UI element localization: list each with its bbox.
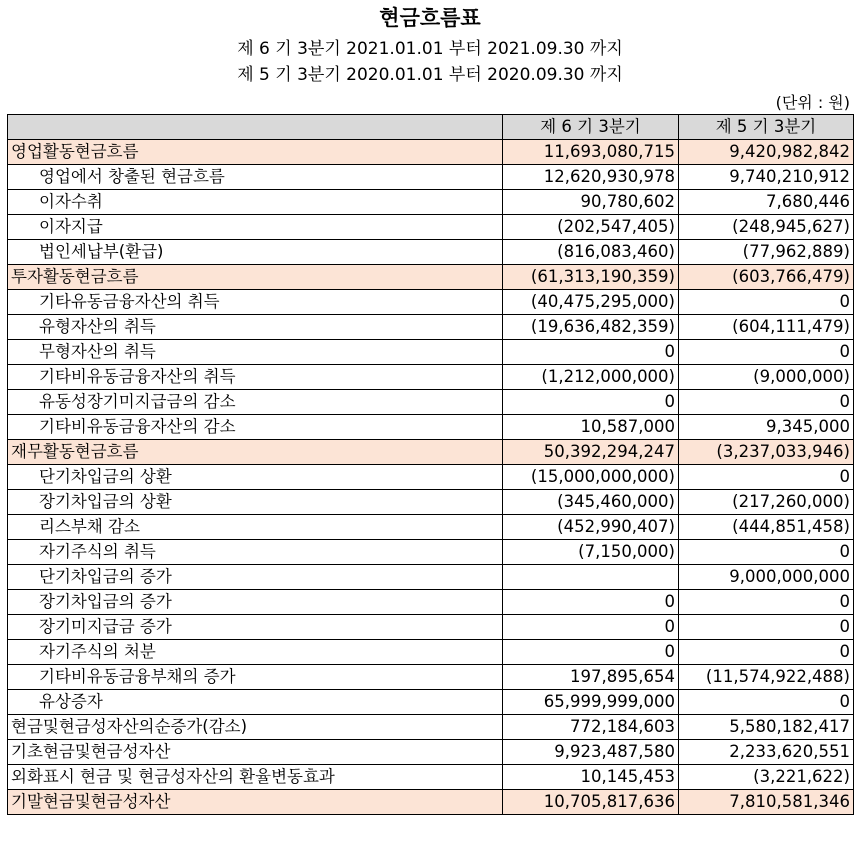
row-label: 유동성장기미지급금의 감소 — [8, 390, 503, 415]
row-label: 무형자산의 취득 — [8, 340, 503, 365]
current-value: (7,150,000) — [503, 540, 679, 565]
table-row — [8, 540, 854, 565]
prior-value: 9,000,000,000 — [679, 565, 854, 590]
prior-value: 0 — [679, 390, 854, 415]
header-prior: 제 5 기 3분기 — [679, 115, 854, 140]
row-label: 영업활동현금흐름 — [8, 140, 503, 165]
row-label: 외화표시 현금 및 현금성자산의 환율변동효과 — [8, 765, 503, 790]
row-label: 기초현금및현금성자산 — [8, 740, 503, 765]
row-label: 기말현금및현금성자산 — [8, 790, 503, 815]
current-value: 9,923,487,580 — [503, 740, 679, 765]
row-label: 재무활동현금흐름 — [8, 440, 503, 465]
table-row — [8, 515, 854, 540]
table-row — [8, 290, 854, 315]
table-row — [8, 140, 854, 165]
prior-value: 0 — [679, 640, 854, 665]
current-value: (15,000,000,000) — [503, 465, 679, 490]
row-label: 이자지급 — [8, 215, 503, 240]
header-current: 제 6 기 3분기 — [503, 115, 679, 140]
table-row — [8, 265, 854, 290]
current-value: 10,705,817,636 — [503, 790, 679, 815]
prior-value: 0 — [679, 615, 854, 640]
table-row — [8, 340, 854, 365]
prior-value: 9,345,000 — [679, 415, 854, 440]
row-label: 투자활동현금흐름 — [8, 265, 503, 290]
row-label: 자기주식의 처분 — [8, 640, 503, 665]
prior-value: (77,962,889) — [679, 240, 854, 265]
row-label: 기타비유동금융자산의 감소 — [8, 415, 503, 440]
table-row — [8, 740, 854, 765]
current-value: 50,392,294,247 — [503, 440, 679, 465]
current-value: 0 — [503, 640, 679, 665]
prior-value: 5,580,182,417 — [679, 715, 854, 740]
current-value: 10,145,453 — [503, 765, 679, 790]
prior-value: (248,945,627) — [679, 215, 854, 240]
row-label: 기타비유동금융자산의 취득 — [8, 365, 503, 390]
table-row — [8, 490, 854, 515]
row-label: 기타유동금융자산의 취득 — [8, 290, 503, 315]
table-row — [8, 765, 854, 790]
row-label: 리스부채 감소 — [8, 515, 503, 540]
prior-period: 제 5 기 3분기 2020.01.01 부터 2020.09.30 까지 — [237, 65, 623, 85]
current-value — [503, 565, 679, 590]
row-label: 장기차입금의 증가 — [8, 590, 503, 615]
current-value: 0 — [503, 390, 679, 415]
row-label: 단기차입금의 상환 — [8, 465, 503, 490]
table-row — [8, 790, 854, 815]
current-value: (816,083,460) — [503, 240, 679, 265]
current-value: (19,636,482,359) — [503, 315, 679, 340]
prior-value: (11,574,922,488) — [679, 665, 854, 690]
current-value: 0 — [503, 340, 679, 365]
table-row — [8, 640, 854, 665]
prior-value: 0 — [679, 690, 854, 715]
prior-value: (9,000,000) — [679, 365, 854, 390]
table-row — [8, 390, 854, 415]
header-label — [8, 115, 503, 140]
table-row — [8, 565, 854, 590]
prior-value: 0 — [679, 540, 854, 565]
unit-label: (단위 : 원) — [775, 93, 850, 112]
prior-value: (603,766,479) — [679, 265, 854, 290]
current-value: (452,990,407) — [503, 515, 679, 540]
current-value: 197,895,654 — [503, 665, 679, 690]
current-value: (202,547,405) — [503, 215, 679, 240]
current-value: (1,212,000,000) — [503, 365, 679, 390]
current-value: 11,693,080,715 — [503, 140, 679, 165]
current-value: 12,620,930,978 — [503, 165, 679, 190]
table-row — [8, 690, 854, 715]
current-value: 0 — [503, 615, 679, 640]
prior-value: 0 — [679, 590, 854, 615]
row-label: 영업에서 창출된 현금흐름 — [8, 165, 503, 190]
row-label: 현금및현금성자산의순증가(감소) — [8, 715, 503, 740]
table-header-row — [8, 115, 854, 140]
row-label: 장기미지급금 증가 — [8, 615, 503, 640]
current-value: (40,475,295,000) — [503, 290, 679, 315]
table-row — [8, 165, 854, 190]
current-value: (61,313,190,359) — [503, 265, 679, 290]
prior-value: (3,221,622) — [679, 765, 854, 790]
table-row — [8, 365, 854, 390]
row-label: 기타비유동금융부채의 증가 — [8, 665, 503, 690]
prior-value: 9,420,982,842 — [679, 140, 854, 165]
current-value: (345,460,000) — [503, 490, 679, 515]
table-row — [8, 615, 854, 640]
statement-title: 현금흐름표 — [379, 6, 481, 30]
current-value: 90,780,602 — [503, 190, 679, 215]
row-label: 유형자산의 취득 — [8, 315, 503, 340]
table-row — [8, 215, 854, 240]
table-row — [8, 440, 854, 465]
table-row — [8, 240, 854, 265]
table-row — [8, 415, 854, 440]
current-value: 772,184,603 — [503, 715, 679, 740]
current-period: 제 6 기 3분기 2021.01.01 부터 2021.09.30 까지 — [237, 39, 623, 59]
row-label: 이자수취 — [8, 190, 503, 215]
prior-value: 9,740,210,912 — [679, 165, 854, 190]
row-label: 유상증자 — [8, 690, 503, 715]
current-value: 10,587,000 — [503, 415, 679, 440]
prior-value: (3,237,033,946) — [679, 440, 854, 465]
table-row — [8, 590, 854, 615]
prior-value: 7,680,446 — [679, 190, 854, 215]
row-label: 자기주식의 취득 — [8, 540, 503, 565]
row-label: 법인세납부(환급) — [8, 240, 503, 265]
prior-value: 0 — [679, 290, 854, 315]
table-row — [8, 190, 854, 215]
prior-value: 2,233,620,551 — [679, 740, 854, 765]
current-value: 65,999,999,000 — [503, 690, 679, 715]
current-value: 0 — [503, 590, 679, 615]
table-row — [8, 665, 854, 690]
table-row — [8, 465, 854, 490]
prior-value: 7,810,581,346 — [679, 790, 854, 815]
table-row — [8, 315, 854, 340]
row-label: 장기차입금의 상환 — [8, 490, 503, 515]
prior-value: 0 — [679, 340, 854, 365]
row-label: 단기차입금의 증가 — [8, 565, 503, 590]
prior-value: (604,111,479) — [679, 315, 854, 340]
prior-value: 0 — [679, 465, 854, 490]
prior-value: (444,851,458) — [679, 515, 854, 540]
cash-flow-table — [7, 114, 854, 815]
prior-value: (217,260,000) — [679, 490, 854, 515]
table-row — [8, 715, 854, 740]
